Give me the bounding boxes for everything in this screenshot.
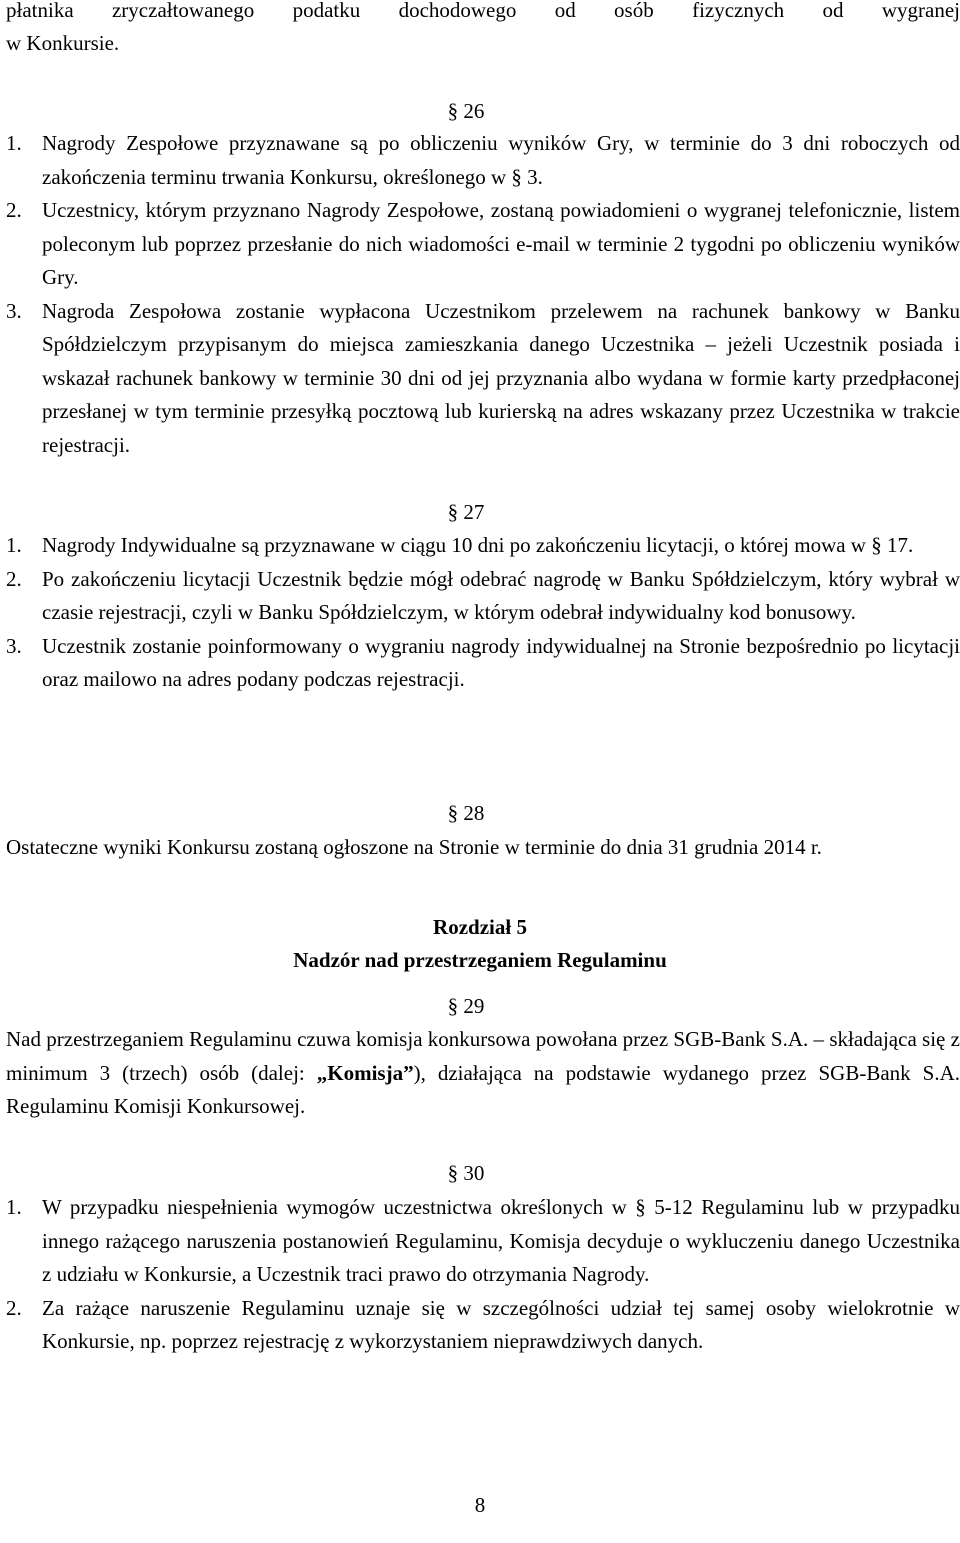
chapter-number: Rozdział 5 [433, 915, 527, 939]
intro-paragraph-line2: w Konkursie. [6, 31, 120, 55]
section-27-label: § 27 [447, 500, 485, 524]
page-number: 8 [474, 1493, 486, 1517]
section-29-text-start: Nad przestrzeganiem Regulaminu czuwa komisja konkursowa powołana przez SGB-Bank S.A. – składająca się z minimum 3 (trzech) osób (dalej: [6, 1027, 960, 1085]
item-text: Uczestnik zostanie poinformowany o wygraniu nagrody indywidualnej na Stronie bezpośrednio po licytacji oraz mailowo na adres podany podczas rejestracji. [42, 633, 960, 691]
section-30-list [6, 1191, 960, 1359]
section-28-label: § 28 [447, 801, 485, 825]
list-item [6, 295, 960, 463]
section-heading-27 [0, 496, 960, 530]
item-number: 3. [6, 298, 22, 323]
section-heading-26 [0, 95, 960, 129]
item-text: Za rażące naruszenie Regulaminu uznaje się w szczególności udział tej samej osoby wielokrotnie w Konkursie, np. poprzez rejestrację z wykorzystaniem nieprawdziwych danych. [42, 1295, 960, 1353]
item-text: Nagroda Zespołowa zostanie wypłacona Uczestnikom przelewem na rachunek bankowy w Banku Spółdzielczym przypisanym do miejsca zamieszkania danego Uczestnika – jeżeli Uczestnik posiada i wskazał rachunek bankowy w terminie 30 dni od jej przyznania albo wydana w formie karty przedpłaconej przesłanej w tym terminie przesyłką pocztową lub kurierską na adres wskazany przez Uczestnika w trakcie rejestracji. [42, 298, 960, 457]
list-item [6, 1292, 960, 1359]
item-number: 2. [6, 566, 22, 591]
list-item [6, 529, 960, 563]
section-29-label: § 29 [447, 994, 485, 1018]
section-30-label: § 30 [447, 1161, 485, 1185]
item-text: Po zakończeniu licytacji Uczestnik będzie mógł odebrać nagrodę w Banku Spółdzielczym, który wybrał w czasie rejestracji, czyli w Banku Spółdzielczym, w którym odebrał indywidualny kod bonusowy. [42, 566, 960, 624]
komisja-term: „Komisja” [316, 1060, 414, 1085]
section-26-list [6, 127, 960, 462]
section-heading-28 [0, 797, 960, 831]
list-item [6, 630, 960, 697]
section-29-text-end: ), działająca na podstawie wydanego przez SGB-Bank S.A. Regulaminu Komisji Konkursowej. [6, 1060, 960, 1118]
item-number: 2. [6, 1295, 22, 1320]
chapter-title: Nadzór nad przestrzeganiem Regulaminu [293, 948, 667, 972]
item-number: 1. [6, 131, 22, 155]
section-heading-29 [0, 990, 960, 1024]
section-heading-30 [0, 1157, 960, 1191]
list-item [6, 563, 960, 630]
section-29-text [6, 1023, 960, 1124]
item-number: 1. [6, 1195, 22, 1219]
section-27-list [6, 529, 960, 697]
intro-paragraph-line1: płatnika zryczałtowanego podatku dochodowego od osób fizycznych od wygranej [6, 0, 960, 22]
item-number: 3. [6, 633, 22, 658]
item-number: 1. [6, 533, 22, 557]
item-text: W przypadku niespełnienia wymogów uczestnictwa określonych w § 5-12 Regulaminu lub w przypadku innego rażącego naruszenia postanowień Regulaminu, Komisja decyduje o wykluczeniu danego Uczestnika z udziału w Konkursie, a Uczestnik traci prawo do otrzymania Nagrody. [42, 1195, 960, 1286]
section-28-text: Ostateczne wyniki Konkursu zostaną ogłoszone na Stronie w terminie do dnia 31 grudnia 2014 r. [6, 835, 822, 859]
item-text: Nagrody Zespołowe przyznawane są po obliczeniu wyników Gry, w terminie do 3 dni roboczych od zakończenia terminu trwania Konkursu, określonego w § 3. [42, 131, 960, 189]
item-number: 2. [6, 198, 22, 222]
list-item [6, 194, 960, 295]
list-item [6, 1191, 960, 1292]
list-item [6, 127, 960, 194]
section-26-label: § 26 [447, 99, 485, 123]
item-text: Uczestnicy, którym przyznano Nagrody Zespołowe, zostaną powiadomieni o wygranej telefonicznie, listem poleconym lub poprzez przesłanie do nich wiadomości e-mail w terminie 2 tygodni po obliczeniu wyników Gry. [42, 198, 960, 289]
item-text: Nagrody Indywidualne są przyznawane w ciągu 10 dni po zakończeniu licytacji, o której mowa w § 17. [42, 533, 914, 557]
